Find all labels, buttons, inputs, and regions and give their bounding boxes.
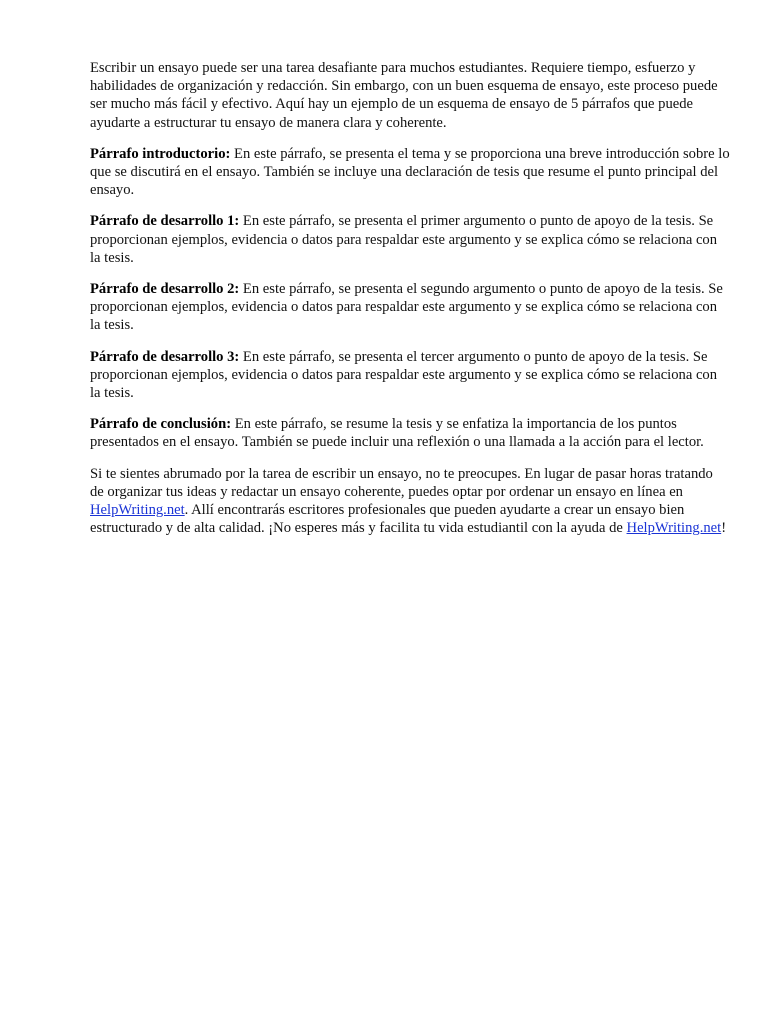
section-heading: Párrafo de desarrollo 1: (90, 213, 240, 230)
section-heading: Párrafo introductorio: (90, 145, 231, 162)
closing-text-2: . Allí encontrarás escritores profesionales que pueden ayudarte a crear un ensayo bien estructurado y de alta calidad. ¡No esperes más y facilita tu vida estudiantil con la ayuda de (90, 502, 685, 537)
helpwriting-link-1[interactable]: HelpWriting.net (90, 502, 185, 519)
section-text: En este párrafo, se presenta el segundo argumento o punto de apoyo de la tesis. Se proporcionan ejemplos, evidencia o datos para respaldar este argumento y se explica cómo se relaciona con la tesis. (90, 281, 723, 334)
closing-text-3: ! (721, 520, 727, 537)
section-desarrollo-1 (90, 212, 730, 267)
section-desarrollo-2 (90, 280, 730, 335)
closing-text-1: Si te sientes abrumado por la tarea de escribir un ensayo, no te preocupes. En lugar de pasar horas tratando de organizar tus ideas y redactar un ensayo coherente, puedes optar por ordenar un ensayo en línea en (90, 465, 713, 500)
closing-paragraph (90, 465, 730, 538)
section-heading: Párrafo de desarrollo 3: (90, 348, 240, 365)
section-text: En este párrafo, se presenta el tema y se proporciona una breve introducción sobre lo que se discutirá en el ensayo. También se incluye una declaración de tesis que resume el punto principal del ensayo. (90, 145, 730, 199)
section-text: En este párrafo, se presenta el tercer argumento o punto de apoyo de la tesis. Se proporcionan ejemplos, evidencia o datos para respaldar este argumento y se explica cómo se relaciona con la tesis. (90, 348, 718, 402)
intro-paragraph: Escribir un ensayo puede ser una tarea desafiante para muchos estudiantes. Requiere tiempo, esfuerzo y habilidades de organización y redacción. Sin embargo, con un buen esquema de ensayo, este proceso puede ser mucho más fácil y efectivo. Aquí hay un ejemplo de un esquema de ensayo de 5 párrafos que puede ayudarte a estructurar tu ensayo de manera clara y coherente. (90, 60, 718, 131)
document-page (90, 59, 730, 550)
section-text: En este párrafo, se resume la tesis y se enfatiza la importancia de los puntos presentados en el ensayo. También se puede incluir una reflexión o una llamada a la acción para el lector. (90, 416, 704, 451)
section-heading: Párrafo de desarrollo 2: (90, 281, 240, 298)
section-desarrollo-3 (90, 348, 730, 403)
section-heading: Párrafo de conclusión: (90, 416, 232, 433)
section-text: En este párrafo, se presenta el primer argumento o punto de apoyo de la tesis. Se proporcionan ejemplos, evidencia o datos para respaldar este argumento y se explica cómo se relaciona con la tesis. (90, 213, 718, 266)
section-conclusion (90, 415, 730, 451)
helpwriting-link-2[interactable]: HelpWriting.net (626, 520, 722, 537)
section-introductorio (90, 145, 730, 200)
